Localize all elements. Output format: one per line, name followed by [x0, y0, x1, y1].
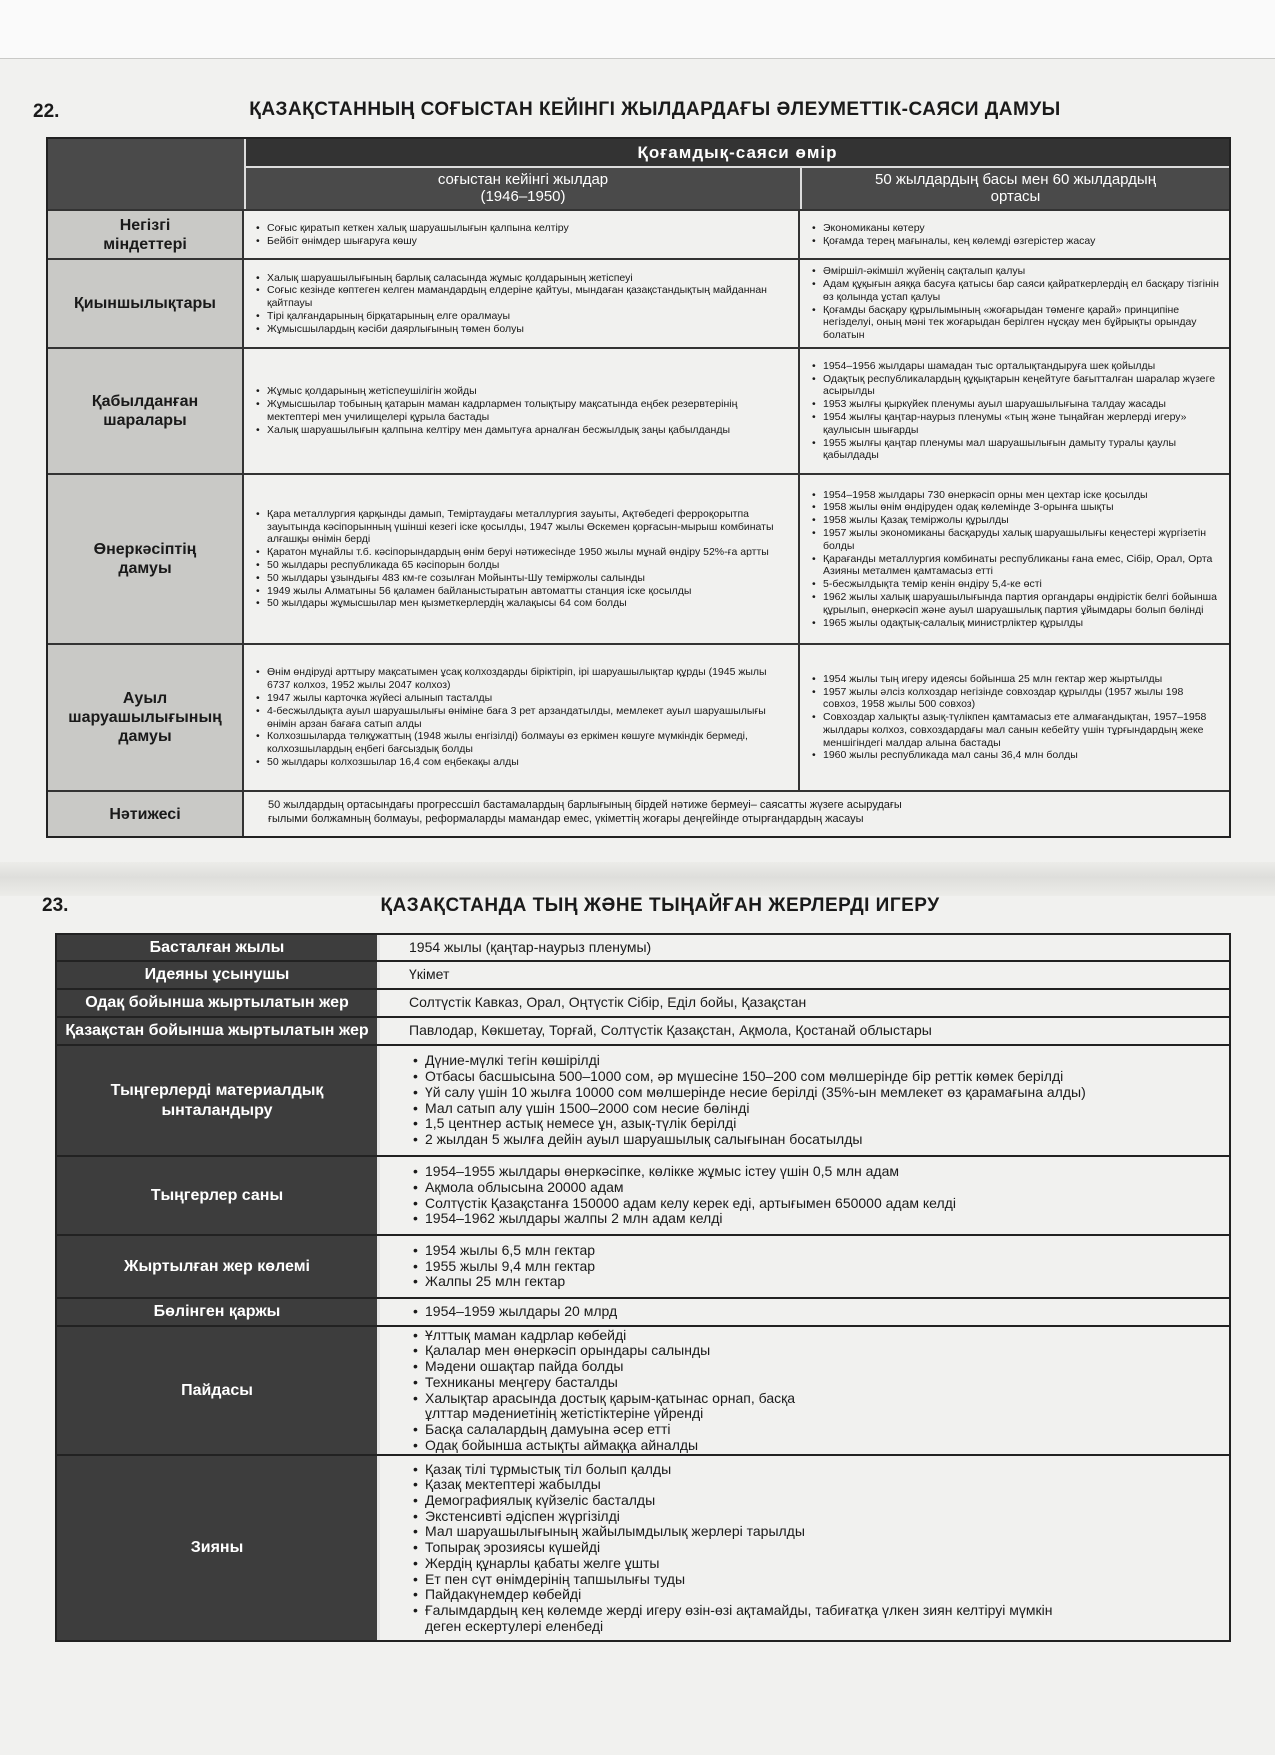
table-row — [48, 643, 1229, 790]
list-item: • Қазақ тілі тұрмыстық тіл болып қалды — [411, 1462, 1065, 1478]
list-item: • 4-бесжылдықта ауыл шаруашылығы өніміне баға 3 рет арзандатылды, мемлекет ауыл шаруашылығы өнімін арзан бағаға сатып алды — [254, 705, 790, 731]
list-item: • Экстенсивті әдіспен жүргізілді — [411, 1509, 1065, 1525]
list-item: • Колхозшыларда төлқұжаттың (1948 жылы енгізілді) болмауы өз еркімен көшуге мүмкіндік бермеді, колхозшылардың еңбегі бағсыздық болды — [254, 730, 790, 756]
list-item: • Әміршіл-әкімшіл жүйенің сақталып қалуы — [810, 265, 1221, 278]
table-row — [48, 473, 1229, 643]
list-item: • 1953 жылғы қыркүйек пленумы ауыл шаруашылығына талдау жасады — [810, 398, 1221, 411]
header-corner — [48, 139, 246, 209]
list-item: • 50 жылдары колхозшылар 16,4 сом еңбекақы алды — [254, 756, 790, 769]
list-item: • Үй салу үшін 10 жылға 10000 сом мөлшерінде несие берілді (35%-ын мемлекет өз қарамағына алды) — [411, 1085, 1086, 1101]
list-item: • Қарағанды металлургия комбинаты республиканы ғана емес, Сібір, Орал, Орта Азияны металмен қамтамасыз етті — [810, 553, 1221, 579]
list-item: • 1954 жылғы қаңтар-наурыз пленумы «тың және тыңайған жерлерді игеру» қаулысын шығарды — [810, 411, 1221, 437]
result-text: 50 жылдардың ортасындағы прогрессшіл бастамалардың барлығының бірдей нәтиже бермеуі– саясатты жүзеге асырудағы ғылыми болжамның болмауы, реформаларды мамандар емес, үкіметтің жоғары деңгейінде отырғандардың жасауы — [268, 799, 902, 825]
section-23-title: ҚАЗАҚСТАНДА ТЫҢ ЖӘНЕ ТЫҢАЙҒАН ЖЕРЛЕРДІ ИГЕРУ — [380, 895, 940, 916]
row-label: Зияны — [57, 1456, 380, 1640]
row-label: Тыңгерлер саны — [57, 1157, 380, 1234]
row-label: Өнеркәсіптің дамуы — [48, 475, 244, 643]
row-value — [380, 1456, 1229, 1640]
list-item: • Тірі қалғандарының бірқатарының елге оралмауы — [254, 310, 790, 323]
list-item: • Халық шаруашылығының барлық саласында жұмыс қолдарының жетіспеуі — [254, 272, 790, 285]
list-item: • Дүние-мүлкі тегін көшірілді — [411, 1053, 1086, 1069]
list-item: • 50 жылдары жұмысшылар мен қызметкерлердің жалақысы 64 сом болды — [254, 597, 790, 610]
list-item: • Халықтар арасында достық қарым-қатынас орнап, басқа ұлттар мәдениетінің жетістіктеріне үйренді — [411, 1391, 835, 1422]
list-item: • 1949 жылы Алматыны 56 қаламен байланыстыратын автоматты станция іске қосылды — [254, 585, 790, 598]
table-row — [48, 258, 1229, 347]
list-item: • 1954–1955 жылдары өнеркәсіпке, көлікке жұмыс істеу үшін 0,5 млн адам — [411, 1164, 956, 1180]
list-item: • 1954 жылы 6,5 млн гектар — [411, 1243, 595, 1259]
table-row — [57, 1155, 1229, 1234]
list-item: • Жұмыс қолдарының жетіспеушілігін жойды — [254, 385, 790, 398]
row-value — [380, 1236, 1229, 1297]
row-label: Жыртылған жер көлемі — [57, 1236, 380, 1297]
list-item: • Демографиялық күйзеліс басталды — [411, 1493, 1065, 1509]
header-col-50s-60s: 50 жылдардың басы мен 60 жылдардың ортасы — [802, 168, 1229, 209]
row-label: Қиыншылықтары — [48, 260, 244, 347]
list-item: • Жұмысшылар тобының қатарын маман кадрлармен толықтыру мақсатында еңбек резервтерінің мектептері мен училищелері құрыла бастады — [254, 398, 790, 424]
page-fold — [0, 862, 1275, 896]
table-row — [48, 347, 1229, 473]
list-item: • 50 жылдары республикада 65 кәсіпорын болды — [254, 559, 790, 572]
row-label: Ауыл шаруашылығының дамуы — [48, 645, 244, 790]
list-item: • Халық шаруашылығын қалпына келтіру мен дамытуға арналған бесжылдық заңы қабылданды — [254, 424, 790, 437]
list-item: • Қазақ мектептері жабылды — [411, 1477, 1065, 1493]
table-row — [57, 1454, 1229, 1640]
table-row — [57, 1325, 1229, 1454]
row-label: Қабылданған шаралары — [48, 349, 244, 473]
table-row — [57, 1044, 1229, 1155]
list-item: • Совхоздар халықты азық-түлікпен қамтамасыз ете алмағандықтан, 1957–1958 жылдары колхоз, совхоздардағы мал санын кебейту үшін тұрғындардың жеке меншігіндегі малдар алына бастады — [810, 711, 1221, 749]
list-item: • Ғалымдардың кең көлемде жерді игеру өзін-өзі ақтамайды, табиғатқа үлкен зиян келтіруі мүмкін деген ескертулері еленбеді — [411, 1603, 1065, 1634]
list-item: • 1962 жылы халық шаруашылығында партия органдары өндірістік белгі бойынша құрылып, өнеркәсіп және ауыл шаруашылық партия ұйымдары болып бөлінді — [810, 591, 1221, 617]
list-item: • Қалалар мен өнеркәсіп орындары салынды — [411, 1343, 835, 1359]
section-23-number: 23. — [42, 895, 69, 916]
list-item: • 1957 жылы экономиканы басқаруды халық шаруашылығы кеңестері жүргізетін болды — [810, 527, 1221, 553]
list-item: • Жердің құнарлы қабаты желге ұшты — [411, 1556, 1065, 1572]
section-22-number: 22. — [33, 101, 60, 122]
row-value — [380, 1157, 1229, 1234]
row-value — [380, 1327, 1229, 1454]
row-label: Бөлінген қаржы — [57, 1299, 380, 1325]
list-item: • 1,5 центнер астық немесе ұн, азық-түлік берілді — [411, 1116, 1086, 1132]
row-cell-50s — [800, 475, 1229, 643]
row-cell-50s — [800, 211, 1229, 258]
list-item: • 2 жылдан 5 жылға дейін ауыл шаруашылық салығынан босатылды — [411, 1132, 1086, 1148]
row-cell-postwar — [244, 645, 800, 790]
row-label: Қазақстан бойынша жыртылатын жер — [57, 1018, 380, 1044]
list-item: • Соғыс кезінде көптеген келген мамандардың елдеріне қайтуы, мындаған қазақстандықтың майданнан қайтпауы — [254, 284, 790, 310]
list-item: • Қоғамда терең мағыналы, кең көлемді өзгерістер жасау — [810, 235, 1095, 248]
list-item: • Жұмысшылардың кәсіби даярлығының төмен болуы — [254, 323, 790, 336]
list-item: • Қоғамды басқару құрылымының «жоғарыдан төменге қарай» принципіне негізделуі, оның мәні тек жоғарыдан берілген нұсқау мен бұйрықты орындау болатын — [810, 304, 1221, 342]
list-item: • Бейбіт өнімдер шығаруға көшу — [254, 235, 569, 248]
row-value — [380, 1046, 1229, 1155]
row-label: Негізгі міндеттері — [48, 211, 244, 258]
list-item: • Топырақ эрозиясы күшейді — [411, 1540, 1065, 1556]
list-item: • Қара металлургия қарқынды дамып, Теміртаудағы металлургия зауыты, Ақтөбедегі ферроқорытпа зауытында кәсіпорынның үшінші кезегі іске қосылды, 1947 жылы Өскемен қорғасын-мырыш комбинаты алғашқы өнімін берді — [254, 508, 790, 546]
row-cell-postwar — [244, 260, 800, 347]
list-item: • 1955 жылғы қаңтар пленумы мал шаруашылығын дамыту туралы қаулы қабылдады — [810, 437, 1221, 463]
row-cell-postwar — [244, 475, 800, 643]
list-item: • 1958 жылы өнім өндіруден одақ көлемінде 3-орынға шықты — [810, 501, 1221, 514]
list-item: • Пайдакүнемдер көбейді — [411, 1587, 1065, 1603]
row-cell-50s — [800, 349, 1229, 473]
list-item: • Одақ бойынша астықты аймаққа айналды — [411, 1438, 835, 1454]
list-item: • Отбасы басшысына 500–1000 сом, әр мүшесіне 150–200 сом мөлшерінде бір реттік көмек берілді — [411, 1069, 1086, 1085]
list-item: • 1954–1962 жылдары жалпы 2 млн адам келді — [411, 1211, 956, 1227]
list-item: • 5-бесжылдықта темір кенін өндіру 5,4-ке өсті — [810, 578, 1221, 591]
list-item: • Өнім өндіруді арттыру мақсатымен ұсақ колхоздарды біріктіріп, ірі шаруашылықтар құрды (1945 жылы 6737 колхоз, 1952 жылы 2047 колхоз) — [254, 666, 790, 692]
list-item: • Ұлттық маман кадрлар көбейді — [411, 1328, 835, 1344]
row-label: Одақ бойынша жыртылатын жер — [57, 990, 380, 1016]
list-item: • Қаратон мұнайлы т.б. кәсіпорындардың өнім беруі нәтижесінде 1950 жылы мұнай өндіру 52%-ға артты — [254, 546, 790, 559]
header-main: Қоғамдық-саяси өмір — [246, 139, 1229, 168]
section-22-title: ҚАЗАҚСТАННЫҢ СОҒЫСТАН КЕЙІНГІ ЖЫЛДАРДАҒЫ ӘЛЕУМЕТТІК-САЯСИ ДАМУЫ — [249, 99, 1061, 120]
list-item: • Соғыс қиратып кеткен халық шаруашылығын қалпына келтіру — [254, 222, 569, 235]
list-item: • Солтүстік Қазақстанға 150000 адам келу керек еді, артығымен 650000 адам келді — [411, 1196, 956, 1212]
list-item: • 1957 жылы әлсіз колхоздар негізінде совхоздар құрылды (1957 жылы 198 совхоз, 1958 жылы 500 совхоз) — [810, 686, 1221, 712]
list-item: • 1965 жылы одақтық-салалық министрліктер құрылды — [810, 617, 1221, 630]
table-row-result — [48, 790, 1229, 836]
list-item: • 1960 жылы республикада мал саны 36,4 млн болды — [810, 749, 1221, 762]
list-item: • 50 жылдары ұзындығы 483 км-ге созылған Мойынты-Шу теміржолы салынды — [254, 572, 790, 585]
table-row — [57, 1234, 1229, 1297]
table-row — [57, 1016, 1229, 1044]
list-item: • Басқа салалардың дамуына әсер етті — [411, 1422, 835, 1438]
row-label: Басталған жылы — [57, 935, 380, 960]
list-item: • 1954–1959 жылдары 20 млрд — [411, 1304, 617, 1320]
table-row — [57, 935, 1229, 960]
row-label: Пайдасы — [57, 1327, 380, 1454]
table-row — [57, 988, 1229, 1016]
list-item: • 1955 жылы 9,4 млн гектар — [411, 1259, 595, 1275]
row-label: Нәтижесі — [48, 792, 244, 836]
table-22-header — [48, 139, 1229, 209]
list-item: • Жалпы 25 млн гектар — [411, 1274, 595, 1290]
list-item: • Ет пен сүт өнімдерінің тапшылығы туды — [411, 1572, 1065, 1588]
table-row — [48, 209, 1229, 258]
row-value: Павлодар, Көкшетау, Торғай, Солтүстік Қазақстан, Ақмола, Қостанай облыстары — [409, 1022, 932, 1039]
list-item: • Мал шаруашылығының жайылымдылық жерлері тарылды — [411, 1524, 1065, 1540]
row-value: 1954 жылы (қаңтар-наурыз пленумы) — [409, 938, 652, 955]
list-item: • Одақтық республикалардың құқықтарын кеңейтуге бағытталған шаралар жүзеге асырылды — [810, 373, 1221, 399]
header-col-postwar: соғыстан кейінгі жылдар (1946–1950) — [246, 168, 802, 209]
list-item: • 1954–1958 жылдары 730 өнеркәсіп орны мен цехтар іске қосылды — [810, 489, 1221, 502]
top-margin-strip — [0, 0, 1275, 59]
table-23 — [55, 933, 1231, 1642]
list-item: • Техниканы меңгеру басталды — [411, 1375, 835, 1391]
list-item: • 1947 жылы карточка жүйесі алынып тасталды — [254, 692, 790, 705]
list-item: • 1954–1956 жылдары шамадан тыс орталықтандыруға шек қойылды — [810, 360, 1221, 373]
row-cell-postwar — [244, 211, 800, 258]
list-item: • 1958 жылы Қазақ теміржолы құрылды — [810, 514, 1221, 527]
list-item: • 1954 жылы тың игеру идеясы бойынша 25 млн гектар жер жыртылды — [810, 673, 1221, 686]
table-row — [57, 1297, 1229, 1325]
row-value: Үкімет — [409, 966, 450, 983]
row-value: Солтүстік Кавказ, Орал, Оңтүстік Сібір, Еділ бойы, Қазақстан — [409, 994, 807, 1011]
row-value — [380, 1299, 1229, 1325]
table-22 — [46, 137, 1231, 838]
table-row — [57, 960, 1229, 988]
list-item: • Адам құқығын аяққа басуға қатысы бар саяси қайраткерлердің ел басқару тізгінін өз қолында ұстап қалуы — [810, 278, 1221, 304]
list-item: • Мәдени ошақтар пайда болды — [411, 1359, 835, 1375]
row-cell-50s — [800, 260, 1229, 347]
row-cell-postwar — [244, 349, 800, 473]
row-cell-50s — [800, 645, 1229, 790]
list-item: • Экономиканы көтеру — [810, 222, 1095, 235]
list-item: • Ақмола облысына 20000 адам — [411, 1180, 956, 1196]
row-label: Тыңгерлерді материалдық ынталандыру — [57, 1046, 380, 1155]
list-item: • Мал сатып алу үшін 1500–2000 сом несие бөлінді — [411, 1101, 1086, 1117]
row-label: Идеяны ұсынушы — [57, 962, 380, 988]
